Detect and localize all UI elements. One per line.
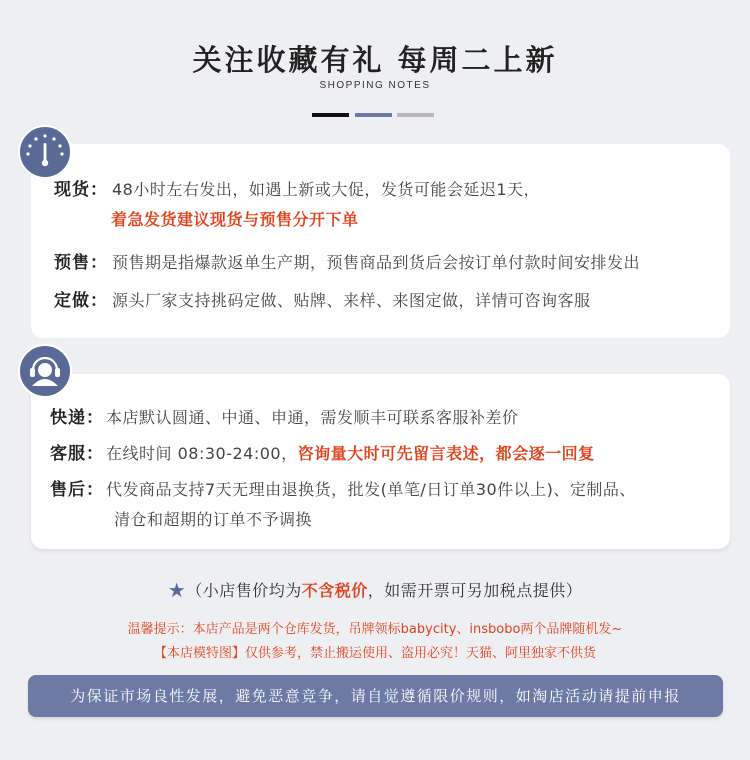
- stock-highlight: 着急发货建议现货与预售分开下单: [111, 210, 359, 229]
- divider-bar-black: [312, 113, 349, 117]
- warm-tip-line2: 【本店模特图】仅供参考，禁止搬运使用、盗用必究！天猫、阿里独家不供货: [153, 646, 596, 661]
- tax-note-highlight: 不含税价: [301, 581, 368, 600]
- tax-note: [0, 578, 750, 602]
- presale-row: [54, 248, 640, 273]
- stock-row: [54, 175, 540, 200]
- page-subtitle: SHOPPING NOTES: [319, 80, 431, 91]
- aftersale-text-line2: 清仓和超期的订单不予调换: [114, 510, 313, 529]
- custom-text: 源头厂家支持挑码定做、贴牌、来样、来图定做，详情可咨询客服: [112, 291, 591, 310]
- service-label: 客服：: [50, 444, 104, 464]
- custom-label: 定做：: [54, 291, 108, 311]
- customer-service-icon: [18, 344, 72, 398]
- express-text: 本店默认圆通、中通、申通，需发顺丰可联系客服补差价: [106, 408, 519, 427]
- stock-label: 现货：: [54, 180, 108, 200]
- tax-note-suffix: ，如需开票可另加税点提供）: [367, 581, 583, 600]
- aftersale-row: [50, 475, 636, 500]
- thermometer-gauge-icon: [18, 125, 72, 179]
- custom-row: [54, 286, 591, 311]
- service-text: 在线时间 08:30-24:00，: [106, 444, 298, 463]
- service-row: [50, 439, 595, 464]
- express-row: [50, 403, 519, 428]
- presale-text: 预售期是指爆款返单生产期，预售商品到货后会按订单付款时间安排发出: [112, 253, 641, 272]
- price-policy-banner: 为保证市场良性发展，避免恶意竞争，请自觉遵循限价规则，如淘店活动请提前申报: [28, 675, 723, 717]
- aftersale-text: 代发商品支持7天无理由退换货，批发(单笔/日订单30件以上)、定制品、: [106, 480, 636, 499]
- express-label: 快递：: [50, 408, 104, 428]
- tax-note-prefix: （小店售价均为: [186, 581, 302, 600]
- page-title: 关注收藏有礼 每周二上新: [192, 43, 558, 77]
- divider-bar-blue: [355, 113, 392, 117]
- service-highlight: 咨询量大时可先留言表述，都会逐一回复: [297, 444, 595, 463]
- warm-tip-line1: 温馨提示：本店产品是两个仓库发货，吊牌领标babycity、insbobo两个品牌随机发~: [127, 622, 623, 637]
- presale-label: 预售：: [54, 253, 108, 273]
- divider-bar-gray: [397, 113, 434, 117]
- aftersale-label: 售后：: [50, 480, 104, 500]
- stock-text: 48小时左右发出，如遇上新或大促，发货可能会延迟1天，: [112, 180, 541, 199]
- star-icon: ★: [167, 578, 187, 602]
